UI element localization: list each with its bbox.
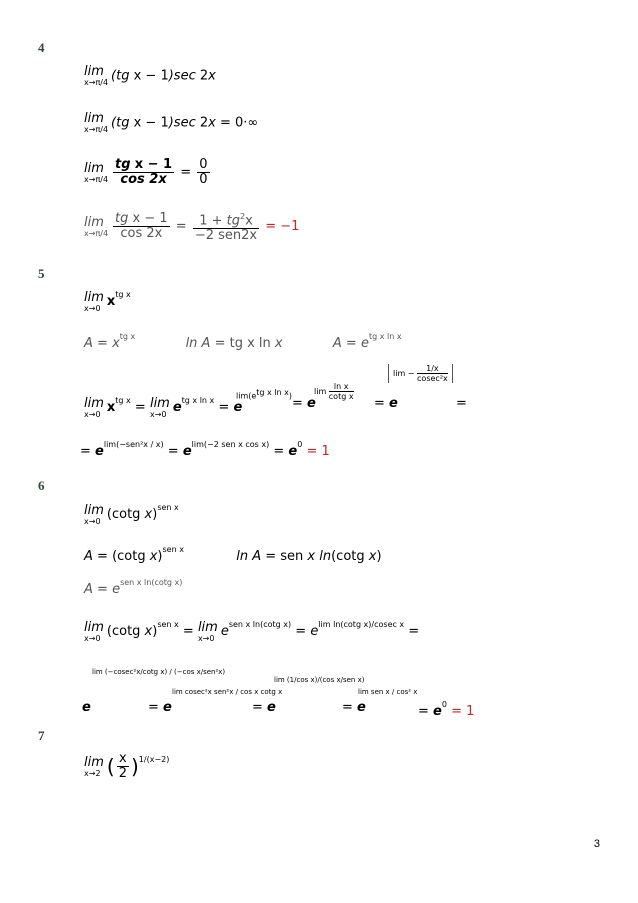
formula-6-1: lim x→0 (cotg x)$^{sen x}$ xyxy=(84,502,179,526)
result-4: = −1 xyxy=(265,219,300,235)
formula-6-4: lim x→0 (cotg x)$^{sen x}$ = lim x→0 $e^{sen x ln(cotg x)} = e^{lim ln(cotg x)/cosec x}$ = xyxy=(84,619,420,643)
page-number: 3 xyxy=(593,838,600,850)
formula-6-2: A = (cotg x)$^{sen x}$ ln A = sen x ln(cotg x) xyxy=(84,545,382,564)
result-6: = 1 xyxy=(451,704,475,719)
formula-6-3: $A = e^{sen x ln(cotg x)}$ xyxy=(84,578,183,597)
formula-4-3: lim x→π/4 $\frac{\text{tg x − 1}}{\cos 2x}$ = $\frac{0}{0}$ xyxy=(84,157,208,187)
formula-5-4: = $e^{lim(-sen^2x / x)} = e^{lim(-2 sen x cos x)} = e^0 = 1$ xyxy=(80,440,330,459)
section-number-4: 4 xyxy=(38,40,45,55)
formula-4-1: lim x→π/4 (tg x − 1)sec 2x xyxy=(84,64,216,87)
formula-7-1: lim x→2 ( $\frac{x}{2}$ )$^{1/(x-2)}$ xyxy=(84,751,170,781)
formula-4-4: lim x→π/4 $\frac{\text{tg x − 1}}{\cos 2x}$ = $\frac{1 + tg^2x}{\text{−2 sen2x}}$ = −1 xyxy=(84,211,300,244)
result-5: = 1 xyxy=(306,444,330,459)
formula-5-1: lim x→0 $x^{tg x}$ xyxy=(84,289,131,313)
section-number-5: 5 xyxy=(38,266,45,281)
formula-4-2: lim x→π/4 (tg x − 1)sec 2x = 0·∞ xyxy=(84,111,259,134)
section-number-7: 7 xyxy=(38,728,45,743)
formula-5-2: $A = x^{tg x}$ ln A = tg x ln x $A = e^{tg x ln x}$ xyxy=(84,332,402,351)
section-number-6: 6 xyxy=(38,478,45,493)
formula-5-3: lim x→0 $x^{tg x}$ = lim x→0 $e^{tg x ln x} = e$ $\lim(e^{tg x ln x})$ = e lim $\frac{\text{ln x}}{\text{cotg x}}$ = e lim − $\frac{1/x}{\text{cosec²x}}$ = xyxy=(84,364,467,419)
formula-6-5: e lim (−cosec²x/cotg x) / (−cos x/sen²x) = e lim cosec²x sen²x / cos x cotg x = e lim (1/cos x)/(cos x/sen x) = e lim sen x / cos² x = $e^0 = 1$ xyxy=(82,668,475,719)
